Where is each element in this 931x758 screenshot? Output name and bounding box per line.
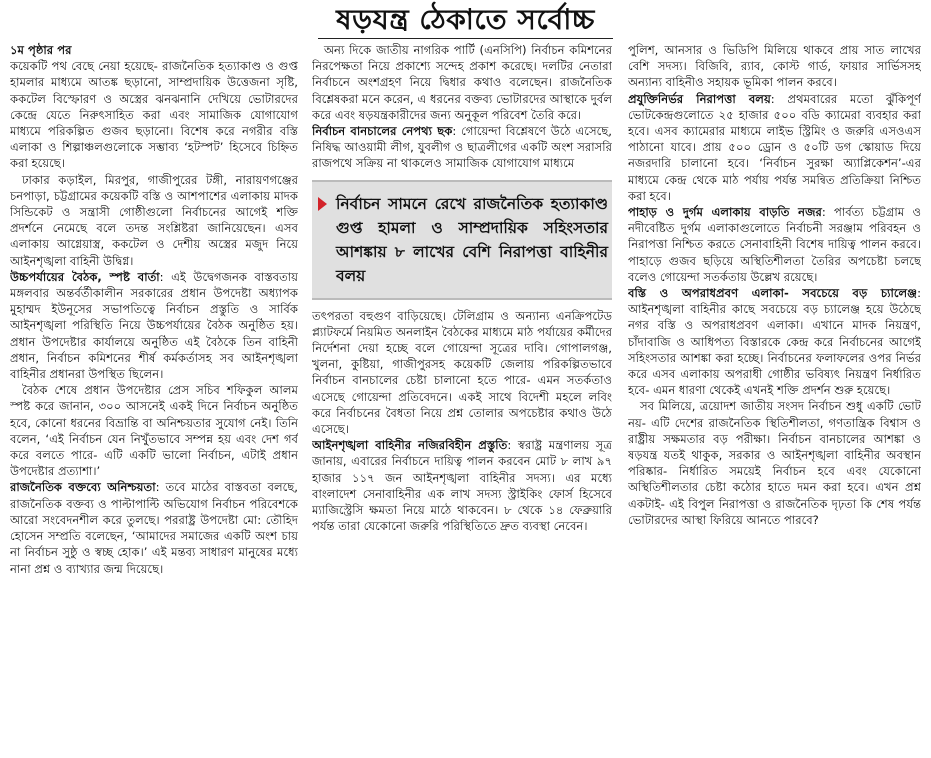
subheading: নির্বাচন বানচালের নেপথ্য ছক bbox=[312, 124, 453, 139]
paragraph: সব মিলিয়ে, ত্রয়োদশ জাতীয় সংসদ নির্বাচন শুধু একটি ভোট নয়- এটি দেশের রাজনৈতিক স্থিতিশীলতা, গণতান্ত্রিক বিশ্বাস ও রাষ্ট্রীয় সক্ষমতার বড় পরীক্ষা। নির্বাচন বানচালের আশঙ্কা ও ষড়যন্ত্র যতই থাকুক, সরকার ও আইনশৃঙ্খলা বাহিনীর অবস্থান পরিষ্কার- নির্ধারিত সময়েই নির্বাচন হবে এবং যেকোনো অস্থিতিশীলতার চেষ্টা কঠোর হাতে দমন করা হবে। এখন প্রশ্ন একটাই- এই বিপুল নিরাপত্তা ও রাজনৈতিক দৃঢ়তা কি শেষ পর্যন্ত ভোটারদের আস্থা ফিরিয়ে আনতে পারবে? bbox=[628, 399, 921, 527]
subsection bbox=[312, 123, 612, 172]
subheading: প্রযুক্তিনির্ভর নিরাপত্তা বলয় bbox=[628, 91, 771, 106]
subheading: আইনশৃঙ্খলা বাহিনীর নজিরবিহীন প্রস্তুতি bbox=[312, 438, 508, 453]
paragraph: কয়েকটি পথ বেছে নেয়া হয়েছে- রাজনৈতিক হত্যাকাণ্ড ও গুপ্ত হামলার মাধ্যমে আতঙ্ক ছড়ানো, সাম্প্রদায়িক উত্তেজনা সৃষ্টি, ককটেল বিস্ফোরণ ও অস্ত্রের ঝনঝনানি দেখিয়ে ভোটারদের কেন্দ্রে যেতে নিরুৎসাহিত করা এবং সামাজিক যোগাযোগ মাধ্যমে পরিকল্পিত গুজব ছড়ানো। বিশেষ করে নগরীর বস্তি এলাকা ও শিল্পাঞ্চলগুলোকে সম্ভাব্য ‘হটস্পট’ হিসেবে চিহ্নিত করা হয়েছে। bbox=[10, 59, 298, 171]
article-column-2 bbox=[312, 42, 612, 756]
subsection-text: : পার্বত্য চট্টগ্রাম ও নদীবেষ্টিত দুর্গম এলাকাগুলোতে নির্বাচনী সরঞ্জাম পরিবহন ও নিরাপত্তা নিশ্চিত করতে সেনাবাহিনী বিশেষ দায়িত্ব পালন করবে। পাহাড়ে গুজব ছড়িয়ে অস্থিতিশীলতা তৈরির অপচেষ্টা চলছে বলেও গোয়েন্দা সতর্কতায় উল্লেখ রয়েছে। bbox=[628, 205, 921, 284]
headline-bar bbox=[0, 0, 931, 40]
subsection bbox=[10, 269, 298, 382]
subsection-text: : প্রথমবারের মতো ঝুঁকিপূর্ণ ভোটকেন্দ্রগুলোতে ২৫ হাজার ৫০০ বডি ক্যামেরা ব্যবহার করা হবে। এসব ক্যামেরার মাধ্যমে লাইভ স্ট্রিমিং ও জরুরি এসওএস পাঠানো যাবে। প্রায় ৫০০ ড্রোন ও ৫০টি ডগ স্কোয়াড দিয়ে নজরদারি চালানো হবে। ‘নির্বাচন সুরক্ষা অ্যাপ্লিকেশন’-এর মাধ্যমে কেন্দ্র থেকে মাঠ পর্যায় পর্যন্ত সমন্বিত প্রতিক্রিয়া নিশ্চিত করা হবে। bbox=[628, 91, 921, 203]
article-column-3 bbox=[628, 42, 921, 756]
paragraph: তৎপরতা বহুগুণ বাড়িয়েছে। টেলিগ্রাম ও অন্যান্য এনক্রিপটেড প্ল্যাটফর্মে নিয়মিত অনলাইন বৈঠকের মাধ্যমে মাঠ পর্যায়ের কর্মীদের নির্দেশনা দেয়া হচ্ছে বলে গোয়েন্দা সূত্রের দাবি। গোপালগঞ্জ, খুলনা, কুষ্টিয়া, গাজীপুরসহ কয়েকটি জেলায় পরিকল্পিতভাবে নির্বাচন বানচালের চেষ্টা চালানো হতে পারে- এমন সতর্কতাও এসেছে গোয়েন্দা প্রতিবেদনে। একই সাথে বিদেশী মহলে লবিং করে নির্বাচনের বৈধতা নিয়ে প্রশ্ন তোলার অপচেষ্টার কথাও উঠে এসেছে। bbox=[312, 308, 612, 437]
article-column-1 bbox=[10, 42, 298, 756]
subheading: পাহাড় ও দুর্গম এলাকায় বাড়তি নজর bbox=[628, 205, 822, 220]
subsection-text: : গোয়েন্দা বিশ্লেষণে উঠে এসেছে, নিষিদ্ধ আওয়ামী লীগ, যুবলীগ ও ছাত্রলীগের একটি অংশ সরাসরি রাজপথে সক্রিয় না থাকলেও সামাজিক যোগাযোগ মাধ্যমে bbox=[312, 124, 612, 171]
page-title: ষড়যন্ত্র ঠেকাতে সর্বোচ্চ bbox=[318, 0, 613, 39]
subheading: বস্তি ও অপরাধপ্রবণ এলাকা- সবচেয়ে বড় চ্যালেঞ্জ bbox=[628, 286, 918, 301]
subsection bbox=[628, 285, 921, 398]
subheading: উচ্চপর্যায়ের বৈঠক, স্পষ্ট বার্তা bbox=[10, 269, 160, 284]
subsection bbox=[312, 437, 612, 534]
subheading: রাজনৈতিক বক্তব্যে অনিশ্চয়তা bbox=[10, 480, 156, 495]
paragraph: বৈঠক শেষে প্রধান উপদেষ্টার প্রেস সচিব শফিকুল আলম স্পষ্ট করে জানান, ৩০০ আসনেই একই দিনে নির্বাচন অনুষ্ঠিত হবে, কোনো ধরনের বিভ্রান্তি বা অনিশ্চয়তার সুযোগ নেই। তিনি বলেন, ‘এই নির্বাচন যেন নিখুঁতভাবে সম্পন্ন হয় এবং দেশ গর্ব করে বলতে পারে- এটি একটি ভালো নির্বাচন, এটাই প্রধান উপদেষ্টার প্রত্যাশা।’ bbox=[10, 383, 298, 479]
subsection-text: : স্বরাষ্ট্র মন্ত্রণালয় সূত্র জানায়, এবারের নির্বাচনে দায়িত্ব পালন করবেন মোট ৮ লাখ ৯৭ হাজার ১১৭ জন আইনশৃঙ্খলা বাহিনীর সদস্য। এর মধ্যে বাংলাদেশ সেনাবাহিনীর এক লাখ সদস্য স্ট্রাইকিং ফোর্স হিসেবে ম্যাজিস্ট্রেসি ক্ষমতা নিয়ে মাঠে থাকবেন। ৮ থেকে ১৪ ফেব্রুয়ারি পর্যন্ত তারা যেকোনো জরুরি পরিস্থিতিতে দ্রুত ব্যবস্থা নেবেন। bbox=[312, 438, 612, 534]
subsection bbox=[628, 91, 921, 204]
continued-label: ১ম পৃষ্ঠার পর bbox=[10, 43, 72, 57]
pull-quote-text: নির্বাচন সামনে রেখে রাজনৈতিক হত্যাকাণ্ড গুপ্ত হামলা ও সাম্প্রদায়িক সহিংসতার আশঙ্কায় ৮ লাখের বেশি নিরাপত্তা বাহিনীর বলয় bbox=[336, 194, 608, 285]
paragraph: অন্য দিকে জাতীয় নাগরিক পার্টি (এনসিপি) নির্বাচন কমিশনের নিরপেক্ষতা নিয়ে প্রকাশ্যে সন্দেহ প্রকাশ করেছে। দলটির নেতারা নির্বাচনে অংশগ্রহণ নিয়ে দ্বিধার কথাও বলেছেন। রাজনৈতিক বিশ্লেষকরা মনে করেন, এ ধরনের বক্তব্য ভোটারদের আস্থাকে দুর্বল করে এবং ষড়যন্ত্রকারীদের জন্য অনুকূল পরিবেশ তৈরি করে। bbox=[312, 43, 612, 122]
subsection-text: : আইনশৃঙ্খলা বাহিনীর কাছে সবচেয়ে বড় চ্যালেঞ্জ হয়ে উঠেছে নগর বস্তি ও অপরাধপ্রবণ এলাকা। এখানে মাদক নিয়ন্ত্রণ, চাঁদাবাজি ও আধিপত্য বিস্তারকে কেন্দ্র করে নির্বাচনের আগেই সহিংসতার আশঙ্কা করা হচ্ছে। নির্বাচনের ফলাফলের ওপর নির্ভর করে এসব এলাকায় অপরাধী গোষ্ঠীর ভবিষ্যৎ নিয়ন্ত্রণ নির্ধারিত হবে- এমন ধারণা থেকেই এখনই শক্তি প্রদর্শন শুরু হয়েছে। bbox=[628, 286, 921, 398]
subsection-text: : তবে মাঠের বাস্তবতা বলছে, রাজনৈতিক বক্তব্য ও পাল্টাপাল্টি অভিযোগ নির্বাচন পরিবেশকে আরো সংবেদনশীল করে তুলছে। পররাষ্ট্র উপদেষ্টা মো: তৌহিদ হোসেন সম্প্রতি বলেছেন, ‘আমাদের সমাজের একটি অংশ চায় না নির্বাচন সুষ্ঠু ও স্বচ্ছ হোক।’ এই মন্তব্য সাধারণ মানুষের মধ্যে নানা প্রশ্ন ও ব্যাখ্যার জন্ম দিয়েছে। bbox=[10, 480, 298, 576]
subsection-text: : এই উদ্বেগজনক বাস্তবতায় মঙ্গলবার অন্তর্বর্তীকালীন সরকারের প্রধান উপদেষ্টা অধ্যাপক মুহাম্মদ ইউনূসের সভাপতিত্বে নির্বাচন প্রস্তুতি ও সার্বিক আইনশৃঙ্খলা পরিস্থিতি নিয়ে উচ্চপর্যায়ের বৈঠক অনুষ্ঠিত হয়। প্রধান উপদেষ্টার কার্যালয়ে অনুষ্ঠিত এই বৈঠকে তিন বাহিনী প্রধান, নির্বাচন কমিশনের শীর্ষ কর্মকর্তাসহ সব আইনশৃঙ্খলা বাহিনীর প্রধানরা উপস্থিত ছিলেন। bbox=[10, 269, 298, 382]
paragraph: পুলিশ, আনসার ও ভিডিপি মিলিয়ে থাকবে প্রায় সাত লাখের বেশি সদস্য। বিজিবি, র‍্যাব, কোস্ট গার্ড, ফায়ার সার্ভিসসহ অন্যান্য বাহিনীও সহায়ক ভূমিকা পালন করবে। bbox=[628, 43, 921, 90]
subsection bbox=[10, 479, 298, 576]
pull-quote bbox=[312, 180, 612, 300]
triangle-bullet-icon bbox=[318, 197, 327, 211]
subsection bbox=[628, 204, 921, 285]
paragraph: ঢাকার কড়াইল, মিরপুর, গাজীপুরের টঙ্গী, নারায়ণগঞ্জের চনপাড়া, চট্টগ্রামের কয়েকটি বস্তি ও আশপাশের এলাকায় মাদক সিন্ডিকেট ও সন্ত্রাসী গোষ্ঠীগুলো নির্বাচনের আগেই শক্তি প্রদর্শনে নেমেছে বলে তদন্ত সংশ্লিষ্টরা জানিয়েছেন। এসব এলাকায় আগ্নেয়াস্ত্র, ককটেল ও দেশীয় অস্ত্রের মজুদ নিয়ে আইনশৃঙ্খলা বাহিনী উদ্বিগ্ন। bbox=[10, 172, 298, 268]
